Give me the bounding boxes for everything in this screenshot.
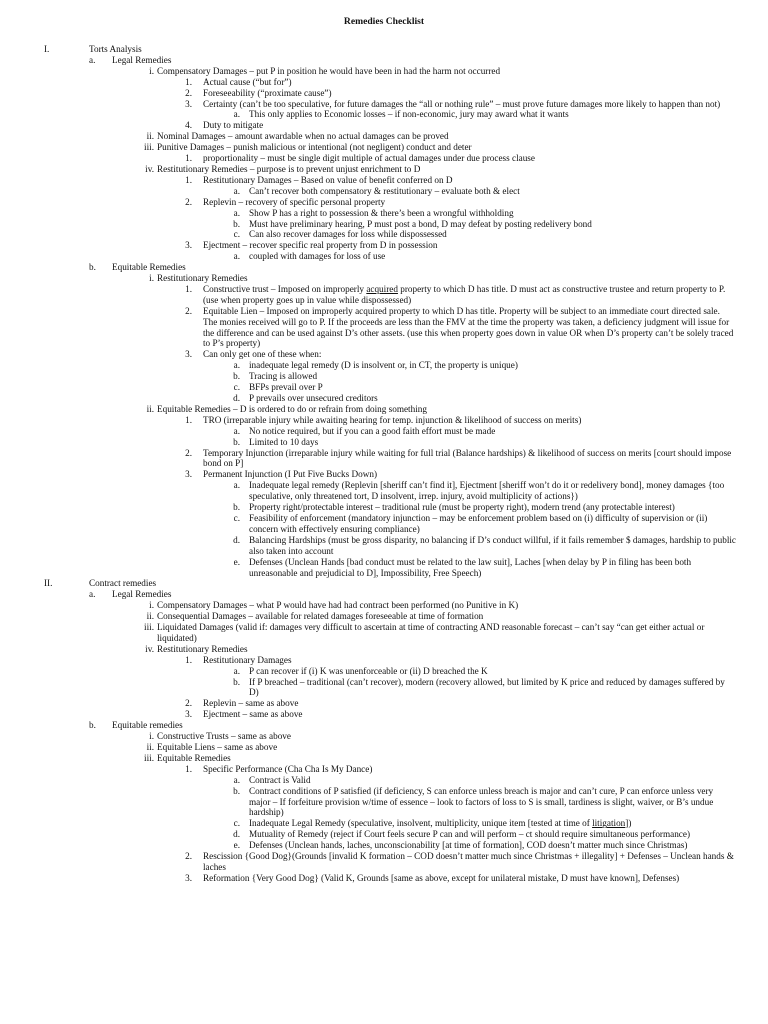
item-text: If P breached – traditional (can’t recover), modern (recovery allowed, but limited by K price and reduced by damages suffered by D) [249,676,725,698]
item-text: Compensatory Damages – what P would have had had contract been performed (no Punitive in K) [157,600,519,611]
item-text: Nominal Damages – amount awardable when no actual damages can be proved [157,131,449,142]
item-marker: iii. [144,142,154,153]
item-text: Restitutionary Damages – Based on value of benefit conferred on D [203,174,453,185]
outline-item [0,273,768,284]
outline-item [0,502,768,513]
item-marker: 1. [185,174,192,185]
item-text: Torts Analysis [89,44,142,54]
item-text: This only applies to Economic losses – if non-economic, jury may award what it wants [249,109,569,120]
item-text: Temporary Injunction (irreparable injury while waiting for full trial (Balance hardships) & likelihood of success on merits [court should impose bond on P] [203,447,732,469]
item-marker: b. [233,436,240,447]
outline-item [0,208,768,219]
item-text [249,818,736,829]
outline-item [0,666,768,677]
item-text: Permanent Injunction (I Put Five Bucks Down) [203,469,378,480]
item-marker: iii. [144,752,154,763]
outline-item [0,55,768,66]
outline-item [0,818,768,829]
item-marker: 3. [185,98,192,109]
outline-item [0,775,768,786]
outline-item [0,851,768,873]
item-text: Legal Remedies [112,589,172,600]
item-marker: c. [233,229,240,240]
item-marker: c. [233,382,240,393]
item-marker: 2. [185,196,192,207]
item-text: proportionality – must be single digit multiple of actual damages under due process clause [203,153,535,164]
item-marker: a. [233,185,240,196]
outline-item [0,415,768,426]
outline-item [0,873,768,884]
item-text: Feasibility of enforcement (mandatory injunction – may be enforcement problem based on (i) difficulty of supervision or (ii) concern with effectively ensuring compliance) [249,512,708,534]
item-marker: a. [233,665,240,676]
outline-item [0,175,768,186]
item-marker: 2. [185,305,192,316]
item-text: Equitable Remedies [157,752,231,763]
item-text: Contract remedies [89,578,157,589]
item-text: Can only get one of these when: [203,349,322,360]
outline-item [0,153,768,164]
item-marker: 1. [185,76,192,87]
item-text: Can also recover damages for loss while dispossessed [249,229,447,240]
underlined-word: litigation [592,818,626,829]
item-text: Actual cause (“but for”) [203,76,292,87]
outline-item [0,622,768,644]
outline-item [0,99,768,110]
outline-item [0,426,768,437]
item-marker: 3. [185,469,192,480]
outline-item [0,480,768,502]
outline-item [0,557,768,579]
item-text: Inadequate legal remedy (Replevin [sheriff can’t find it], Ejectment [sheriff won’t do it or redelivery bond], money damages {too speculative, only threatened tort, D insolvent, irrep. injury, avoid multiplicity of actions}) [249,480,725,502]
item-marker: 1. [185,763,192,774]
outline-item [0,229,768,240]
item-marker: c. [233,818,240,829]
item-text: Rescission {Good Dog}(Grounds [invalid K formation – COD doesn’t matter much since Christmas + illegality] + Defenses – Unclean hands & laches [203,851,734,872]
item-text: Restitutionary Remedies [157,643,248,654]
outline-item [0,469,768,480]
item-marker: ii. [146,403,154,414]
page-title: Remedies Checklist [343,16,425,27]
outline-item [0,709,768,720]
item-marker: 2. [185,87,192,98]
item-text: Constructive Trusts – same as above [157,731,291,742]
item-marker: c. [233,512,240,523]
item-marker: ii. [146,611,154,622]
item-marker: a. [233,251,240,262]
item-text: Consequential Damages – available for related damages foreseeable at time of formation [157,611,484,622]
item-text: coupled with damages for loss of use [249,251,386,262]
item-marker: a. [233,774,240,785]
item-text: Legal Remedies [112,54,172,65]
item-marker: b. [89,720,96,731]
outline-item [0,644,768,655]
item-marker: II. [44,578,53,589]
item-marker: I. [44,44,50,54]
outline-item [0,589,768,600]
outline-item [0,371,768,382]
item-text: TRO (irreparable injury while awaiting hearing for temp. injunction & likelihood of success on merits) [203,414,582,425]
item-text: Foreseeability (“proximate cause”) [203,87,332,98]
outline-item [0,109,768,120]
outline-item [0,600,768,611]
item-marker: b. [233,676,240,687]
item-text: Duty to mitigate [203,120,264,131]
item-marker: a. [89,589,96,600]
item-marker: e. [233,556,240,567]
item-marker: a. [233,207,240,218]
item-marker: 4. [185,120,192,131]
item-text: Replevin – recovery of specific personal property [203,196,386,207]
item-marker: 1. [185,283,192,294]
item-marker: 2. [185,851,192,862]
outline-item [0,197,768,208]
item-marker: 1. [185,414,192,425]
outline-item [0,404,768,415]
item-text: Restitutionary Damages [203,654,292,665]
item-text: Defenses (Unclean hands, laches, unconscionability [at time of formation], COD doesn’t matter much since Christmas) [249,840,688,851]
item-marker: d. [233,829,240,840]
item-text: Replevin – same as above [203,698,299,709]
outline-item [0,44,768,55]
outline-item [0,66,768,77]
item-text: Compensatory Damages – put P in position he would have been in had the harm not occurred [157,65,501,76]
outline-item [0,764,768,775]
item-text: Equitable Liens – same as above [157,742,278,752]
item-text: Liquidated Damages (valid if: damages very difficult to ascertain at time of contracting AND reasonable forecast – can’t say “can get either actual or liquidated) [157,622,705,643]
item-marker: i. [149,65,154,76]
item-text [203,284,736,306]
item-text-part: Constructive trust – Imposed on improperly [203,283,367,294]
item-marker: 1. [185,654,192,665]
item-text: Equitable Lien – Imposed on improperly acquired property to which D has title. Property will be subject to an immediate court directed sale. The monies received will go to P. If the proceeds are less than the FMV at the time the property was taken, a deficiency judgment will issue for the difference and can be used against D’s other assets. (use this when property goes down in value OR when D’s property can’t be solely traced to P’s property) [203,305,734,349]
item-marker: 3. [185,872,192,883]
item-marker: ii. [146,742,154,752]
outline-item [0,306,768,350]
item-text: Equitable Remedies – D is ordered to do or refrain from doing something [157,403,427,414]
item-text: inadequate legal remedy (D is insolvent or, in CT, the property is unique) [249,360,518,371]
item-marker: a. [89,54,96,65]
outline-item [0,731,768,742]
outline-item [0,437,768,448]
outline-item [0,611,768,622]
item-marker: iii. [144,622,154,633]
item-text: Tracing is allowed [249,371,318,382]
outline-item [0,251,768,262]
item-text: Limited to 10 days [249,436,319,447]
item-marker: i. [149,600,154,611]
item-marker: iv. [145,643,154,654]
outline-item [0,219,768,230]
outline-item [0,142,768,153]
item-marker: 3. [185,709,192,720]
outline-item [0,164,768,175]
item-text: Contract is Valid [249,774,311,785]
item-text: Equitable Remedies [112,262,186,273]
outline-item [0,284,768,306]
item-marker: iv. [145,163,154,174]
item-text: No notice required, but if you can a good faith effort must be made [249,425,496,436]
outline-item [0,349,768,360]
item-text: Must have preliminary hearing, P must post a bond, D may defeat by posting redelivery bond [249,218,592,229]
outline-item [0,677,768,699]
item-text: Can’t recover both compensatory & restitutionary – evaluate both & elect [249,185,520,196]
item-marker: b. [233,371,240,382]
outline-item [0,382,768,393]
item-text-part: property to which D has title. D must act as constructive trustee and return property to P. (use when property goes up in value while dispossessed) [203,283,726,305]
item-text-part: Inadequate Legal Remedy (speculative, insolvent, multiplicity, unique item [tested at time of [249,818,593,829]
item-text: Certainty (can’t be too speculative, for future damages the “all or nothing rule” – must prove future damages more likely to happen than not) [203,98,721,109]
item-marker: b. [233,218,240,229]
item-marker: b. [233,785,240,796]
item-text: P can recover if (i) K was unenforceable or (ii) D breached the K [249,665,488,676]
outline-item [0,535,768,557]
item-text: Balancing Hardships (must be gross disparity, no balancing if D’s conduct willful, if it fails remember $ damages, hardship to public also taken into account [249,534,737,556]
outline-item [0,448,768,470]
item-text: Specific Performance (Cha Cha Is My Dance) [203,763,373,774]
item-marker: ii. [146,131,154,142]
item-marker: 3. [185,349,192,360]
item-text: Mutuality of Remedy (reject if Court feels secure P can and will perform – ct should require simultaneous performance) [249,829,691,840]
item-text: BFPs prevail over P [249,382,323,393]
item-marker: d. [233,393,240,403]
outline-item [0,513,768,535]
outline-item [0,393,768,404]
item-marker: a. [233,425,240,436]
item-marker: d. [233,534,240,545]
item-text: Ejectment – recover specific real property from D in possession [203,240,438,251]
outline [0,44,768,884]
outline-item [0,655,768,666]
item-marker: a. [233,480,240,491]
outline-item [0,360,768,371]
item-text: Restitutionary Remedies [157,273,248,284]
item-text: Show P has a right to possession & there’s been a wrongful withholding [249,207,514,218]
outline-item [0,131,768,142]
item-text: Restitutionary Remedies – purpose is to prevent unjust enrichment to D [157,163,421,174]
outline-item [0,240,768,251]
item-text-part: ]) [625,818,632,829]
item-text: Defenses (Unclean Hands [bad conduct must be related to the law suit], Laches [when delay by P in filing has been both unreasonable and prejudicial to D], Impossibility, Free Speech) [249,556,692,578]
item-text: Reformation {Very Good Dog} (Valid K, Grounds [same as above, except for unilateral mistake, D must have known], Defenses) [203,872,680,883]
item-marker: 1. [185,153,192,164]
item-marker: a. [233,360,240,371]
item-marker: 3. [185,240,192,251]
item-text: Punitive Damages – punish malicious or intentional (not negligent) conduct and deter [157,142,472,153]
item-text: P prevails over unsecured creditors [249,393,378,403]
item-marker: a. [233,109,240,120]
outline-item [0,88,768,99]
outline-item [0,698,768,709]
item-text: Ejectment – same as above [203,709,303,720]
item-marker: 2. [185,698,192,709]
outline-item [0,262,768,273]
item-marker: b. [89,262,96,273]
item-text: Equitable remedies [112,720,183,731]
item-marker: b. [233,502,240,513]
outline-item [0,578,768,589]
item-marker: e. [233,840,240,851]
outline-item [0,829,768,840]
item-marker: i. [149,731,154,742]
item-text: Property right/protectable interest – traditional rule (must be property right), modern trend (any protectable interest) [249,502,675,513]
outline-item [0,840,768,851]
outline-item [0,120,768,131]
outline-item [0,720,768,731]
outline-item [0,77,768,88]
outline-item [0,753,768,764]
outline-item [0,742,768,753]
item-marker: i. [149,273,154,284]
outline-item [0,186,768,197]
outline-item [0,786,768,819]
underlined-word: acquired [366,283,398,294]
item-text: Contract conditions of P satisfied (if deficiency, S can enforce unless breach is major and can’t cure, P can enforce unless very major – If forfeiture provision w/time of essence – look to factors of loss to S is small, tardiness is slight, waiver, or B’s undue hardship) [249,785,714,818]
item-marker: 2. [185,447,192,458]
